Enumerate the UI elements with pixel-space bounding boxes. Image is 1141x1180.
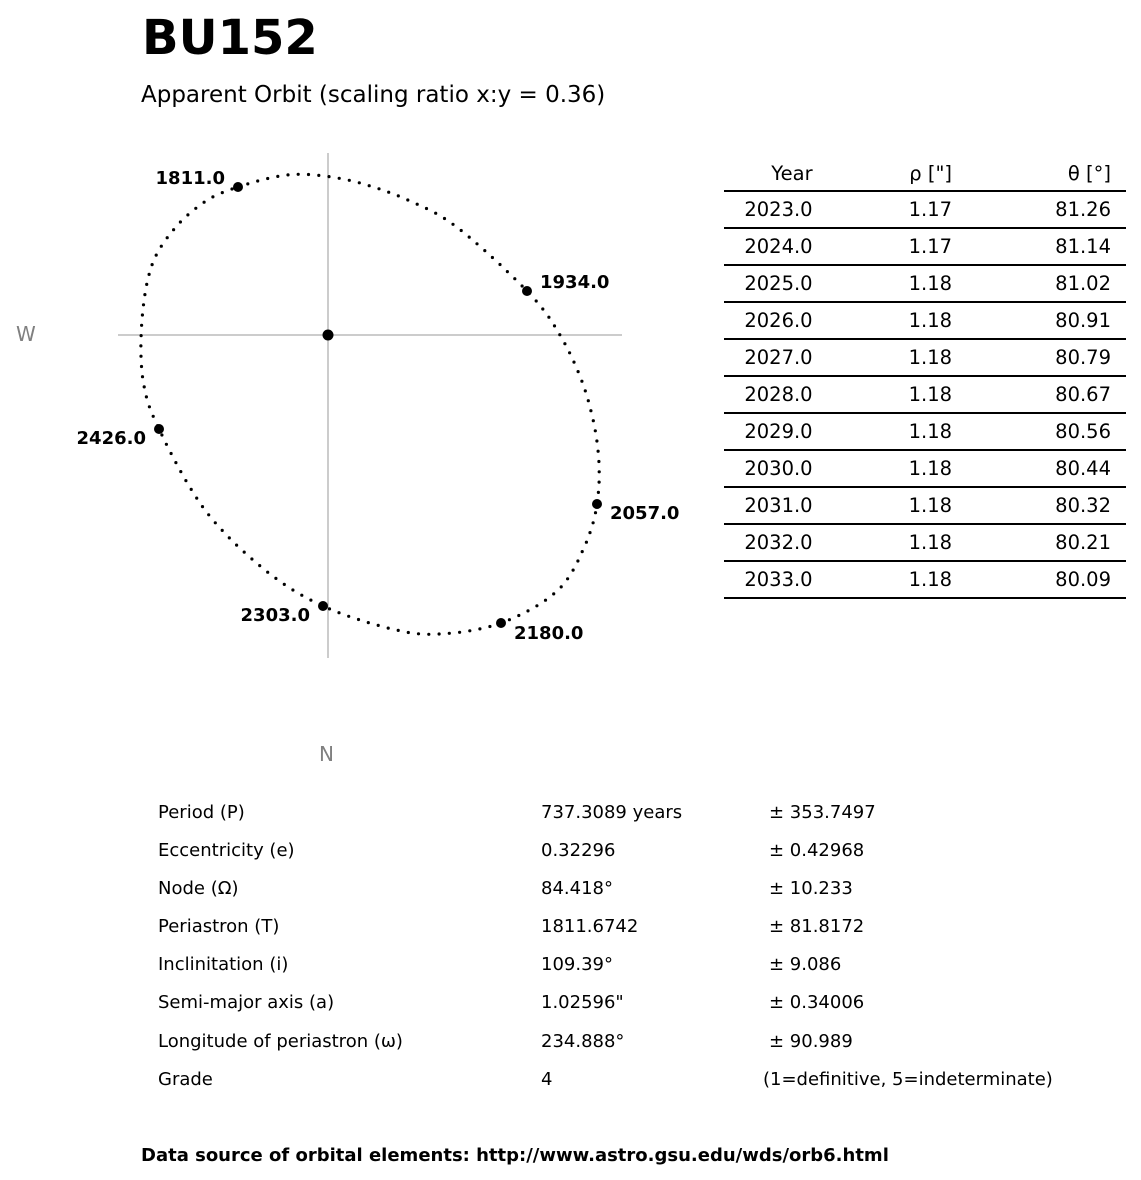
epoch-label: 1934.0 [540,272,610,293]
ephemeris-cell-theta: 80.44 [952,450,1126,487]
ephemeris-cell-rho: 1.18 [813,339,952,376]
orbit-dot [597,491,600,494]
orbit-dot [483,249,486,252]
orbit-path [139,173,601,636]
orbit-dot [572,569,575,572]
element-name: Eccentricity (e) [158,840,295,861]
element-error: ± 0.34006 [769,992,865,1013]
orbit-dot [563,342,566,345]
orbit-dot [588,531,591,534]
orbit-dot [207,513,210,516]
orbit-dot [552,592,555,595]
orbit-dot [148,273,151,276]
orbit-dot [488,625,491,628]
orbit-dot [508,618,511,621]
ephemeris-row [724,191,1126,228]
orbit-dot [535,299,538,302]
orbit-dot [142,303,145,306]
orbit-dot [194,207,197,210]
ephemeris-cell-rho: 1.17 [813,191,952,228]
epoch-label: 2180.0 [514,623,584,644]
orbit-dot [235,544,238,547]
orbit-dot [348,179,351,182]
orbit-dot [190,488,193,491]
orbit-dot [338,177,341,180]
orbit-dot [598,481,601,484]
ephemeris-cell-theta: 80.09 [952,561,1126,598]
orbit-dot [377,187,380,190]
orbit-dot [165,443,168,446]
epoch-marker [318,601,328,611]
ephemeris-row [724,487,1126,524]
ephemeris-cell-theta: 80.21 [952,524,1126,561]
ephemeris-cell-year: 2030.0 [724,450,813,487]
element-name: Node (Ω) [158,878,239,899]
orbit-dot [214,521,217,524]
orbit-dot [377,624,380,627]
element-value: 737.3089 years [541,802,683,823]
primary-star-marker [323,330,334,341]
orbit-dot [145,395,148,398]
element-value: 4 [541,1069,553,1090]
orbit-epoch-points [77,168,680,644]
ephemeris-cell-rho: 1.18 [813,487,952,524]
orbit-dot [580,380,583,383]
orbit-dot [592,521,595,524]
orbit-dot [155,254,158,257]
orbit-dot [506,270,509,273]
orbit-dot [357,618,360,621]
orbit-dot [258,564,261,567]
orbit-dot [475,242,478,245]
orbit-dot [460,229,463,232]
orbit-dot [256,179,259,182]
orbit-dot [172,228,175,231]
ephemeris-row [724,265,1126,302]
orbit-dot [397,629,400,632]
ephemeris-cell-year: 2026.0 [724,302,813,339]
orbit-dot [139,355,142,358]
orbit-dot [367,621,370,624]
ephemeris-cell-year: 2027.0 [724,339,813,376]
orbit-dot [595,439,598,442]
orbit-dot [589,409,592,412]
ephemeris-header-row [724,156,1126,191]
ephemeris-cell-rho: 1.18 [813,302,952,339]
orbit-dot [541,307,544,310]
ephemeris-cell-theta: 81.26 [952,191,1126,228]
orbit-dot [152,415,155,418]
epoch-marker [154,424,164,434]
orbit-dot [139,344,142,347]
orbit-dot [458,631,461,634]
page-subtitle: Apparent Orbit (scaling ratio x:y = 0.36) [141,82,606,108]
orbit-dot [387,191,390,194]
orbit-dot [276,175,279,178]
orbit-dot [451,223,454,226]
epoch-label: 1811.0 [155,168,225,189]
page-title: BU152 [142,10,318,66]
element-name: Inclinitation (i) [158,954,289,975]
element-name: Periastron (T) [158,916,280,937]
ephemeris-cell-rho: 1.18 [813,376,952,413]
ephemeris-cell-year: 2025.0 [724,265,813,302]
element-value: 109.39° [541,954,613,975]
orbit-dot [201,505,204,508]
orbit-dot [243,551,246,554]
orbit-dot [246,182,249,185]
orbit-dot [517,614,520,617]
orbit-dot [141,375,144,378]
element-error: ± 90.989 [769,1031,853,1052]
element-error: (1=definitive, 5=indeterminate) [763,1069,1053,1090]
orbit-dot [297,173,300,176]
compass-west-label: W [16,322,36,346]
orbit-dot [468,236,471,239]
orbit-dot [179,470,182,473]
orbit-dot [558,333,561,336]
element-error: ± 9.086 [769,954,842,975]
orbit-dot [140,324,143,327]
orbit-dot [195,497,198,500]
orbit-dot [597,450,600,453]
orbit-dot [585,541,588,544]
orbit-dot [328,607,331,610]
ephemeris-row [724,228,1126,265]
epoch-marker [522,286,532,296]
ephemeris-cell-year: 2031.0 [724,487,813,524]
orbit-dot [513,277,516,280]
ephemeris-cell-theta: 81.14 [952,228,1126,265]
orbit-dot [300,594,303,597]
orbit-dot [307,173,310,176]
orbit-dot [553,324,556,327]
element-value: 0.32296 [541,840,616,861]
orbit-dot [468,629,471,632]
orbit-dot [291,588,294,591]
element-name: Grade [158,1069,213,1090]
element-name: Semi-major axis (a) [158,992,335,1013]
orbit-dot [592,419,595,422]
orbit-dot [266,571,269,574]
orbit-dot [491,256,494,259]
orbit-dot [327,175,330,178]
ephemeris-cell-year: 2032.0 [724,524,813,561]
epoch-marker [592,499,602,509]
orbit-dot [358,181,361,184]
ephemeris-cell-theta: 80.56 [952,413,1126,450]
orbit-dot [266,177,269,180]
orbit-dot [143,385,146,388]
orbit-dot [160,433,163,436]
orbit-dot [417,632,420,635]
orbit-dot [560,585,563,588]
column-header-rho: ρ ["] [813,156,952,191]
orbit-dot [309,599,312,602]
orbit-dot [221,191,224,194]
orbit-dot [250,557,253,560]
orbit-dot [427,633,430,636]
epoch-marker [233,182,243,192]
ephemeris-cell-rho: 1.18 [813,524,952,561]
orbit-dot [397,194,400,197]
element-error: ± 81.8172 [769,916,865,937]
orbit-plot [0,140,700,680]
orbit-dot [211,195,214,198]
orbit-dot [145,283,148,286]
orbit-dot [347,615,350,618]
ephemeris-cell-theta: 81.02 [952,265,1126,302]
element-value: 1.02596" [541,992,624,1013]
column-header-theta: θ [°] [952,156,1126,191]
ephemeris-cell-theta: 80.32 [952,487,1126,524]
orbit-dot [186,213,189,216]
epoch-label: 2303.0 [240,605,310,626]
epoch-label: 2057.0 [610,503,680,524]
epoch-marker [496,618,506,628]
element-value: 234.888° [541,1031,625,1052]
orbit-dot [203,201,206,204]
ephemeris-cell-theta: 80.67 [952,376,1126,413]
orbit-dot [521,284,524,287]
orbit-dot [143,293,146,296]
orbit-dot [443,217,446,220]
ephemeris-cell-rho: 1.18 [813,265,952,302]
orbit-dot [317,174,320,177]
orbit-dot [407,631,410,634]
ephemeris-cell-year: 2029.0 [724,413,813,450]
orbit-dot [594,429,597,432]
column-header-year: Year [724,156,813,191]
orbit-dot [221,529,224,532]
orbit-dot [572,361,575,364]
orbit-dot [547,316,550,319]
ephemeris-row [724,302,1126,339]
orbit-dot [387,627,390,630]
ephemeris-cell-year: 2024.0 [724,228,813,265]
ephemeris-row [724,524,1126,561]
orbit-dot [160,245,163,248]
orbit-dot [598,470,601,473]
element-error: ± 353.7497 [769,802,876,823]
element-value: 1811.6742 [541,916,639,937]
orbit-dot [498,263,501,266]
element-error: ± 0.42968 [769,840,865,861]
ephemeris-row [724,413,1126,450]
orbit-dot [597,460,600,463]
orbit-dot [416,203,419,206]
orbit-dot [434,212,437,215]
orbit-dot [584,389,587,392]
orbit-dot [448,632,451,635]
orbit-dot [535,604,538,607]
orbit-dot [577,370,580,373]
ephemeris-cell-rho: 1.18 [813,413,952,450]
orbit-dot [148,405,151,408]
orbit-dot [274,577,277,580]
orbit-dot [526,609,529,612]
orbit-dot [587,399,590,402]
ephemeris-cell-rho: 1.17 [813,228,952,265]
orbit-dot [576,559,579,562]
element-name: Period (P) [158,802,245,823]
ephemeris-cell-theta: 80.79 [952,339,1126,376]
orbit-dot [166,236,169,239]
epoch-label: 2426.0 [76,428,146,449]
ephemeris-cell-year: 2028.0 [724,376,813,413]
ephemeris-row [724,561,1126,598]
orbit-dot [151,263,154,266]
orbit-dot [141,313,144,316]
element-error: ± 10.233 [769,878,853,899]
orbit-dot [406,198,409,201]
orbit-dot [140,334,143,337]
orbit-dot [478,627,481,630]
plot-axes [118,153,622,658]
ephemeris-row [724,376,1126,413]
orbit-dot [228,536,231,539]
orbit-dot [425,207,428,210]
orbit-dot [184,479,187,482]
orbit-dot [544,599,547,602]
orbit-dot [438,632,441,635]
element-name: Longitude of periastron (ω) [158,1031,403,1052]
orbit-dot [283,583,286,586]
ephemeris-row [724,339,1126,376]
orbit-dot [368,184,371,187]
orbit-dot [170,452,173,455]
orbit-dot [566,577,569,580]
ephemeris-table [724,156,1126,599]
orbit-dot [179,220,182,223]
ephemeris-cell-year: 2033.0 [724,561,813,598]
orbit-dot [581,550,584,553]
ephemeris-cell-year: 2023.0 [724,191,813,228]
ephemeris-cell-rho: 1.18 [813,561,952,598]
orbit-dot [140,365,143,368]
compass-north-label: N [319,742,334,766]
data-source-footer: Data source of orbital elements: http://www.astro.gsu.edu/wds/orb6.html [141,1145,889,1166]
orbit-dot [568,351,571,354]
orbit-dot [286,173,289,176]
ephemeris-cell-rho: 1.18 [813,450,952,487]
element-value: 84.418° [541,878,613,899]
ephemeris-cell-theta: 80.91 [952,302,1126,339]
orbit-dot [337,611,340,614]
ephemeris-row [724,450,1126,487]
orbit-dot [594,511,597,514]
orbit-dot [174,461,177,464]
